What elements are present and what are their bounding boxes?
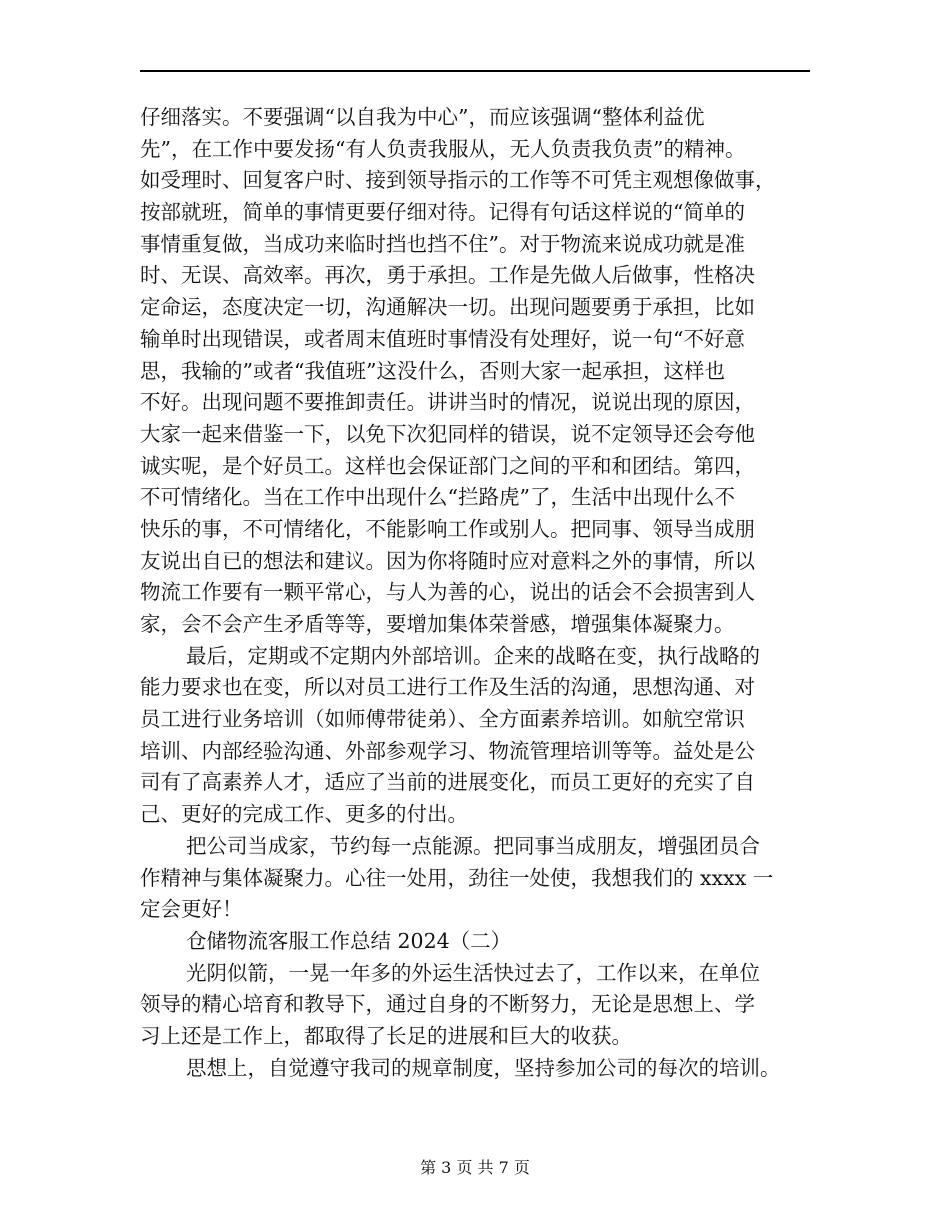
text-line: 不可情绪化。当在工作中出现什么“拦路虎”了，生活中出现什么不	[140, 485, 735, 510]
body-text	[140, 102, 812, 1084]
text-line: 不好。出现问题不要推卸责任。讲讲当时的情况，说说出现的原因，	[140, 390, 755, 415]
text-line: 员工进行业务培训（如师傅带徒弟）、全方面素养培训。如航空常识	[140, 707, 745, 732]
text-line: 家，会不会产生矛盾等等，要增加集体荣誉感，增强集体凝聚力。	[140, 612, 735, 636]
text-line: 定会更好！	[140, 897, 243, 922]
text-line: 司有了高素养人才，适应了当前的进展变化，而员工更好的充实了自	[140, 770, 755, 795]
text-line: 思，我输的”或者“我值班”这没什么，否则大家一起承担，这样也	[140, 358, 725, 383]
text-line: 按部就班，简单的事情更要仔细对待。记得有句话这样说的“简单的	[140, 200, 745, 225]
section-heading: 仓储物流客服工作总结 2024（二）	[186, 928, 512, 953]
text-line: 先”，在工作中要发扬“有人负责我服从，无人负责我负责”的精神。	[140, 136, 746, 161]
paragraph-first-line: 最后，定期或不定期内外部培训。企来的战略在变，执行战略的	[186, 643, 760, 668]
text-line: 友说出自已的想法和建议。因为你将随时应对意料之外的事情，所以	[140, 548, 755, 573]
text-line: 事情重复做，当成功来临时挡也挡不住”。对于物流来说成功就是准	[140, 231, 745, 256]
text-line: 输单时出现错误，或者周末值班时事情没有处理好，说一句“不好意	[140, 326, 745, 351]
text-line: 领导的精心培育和教导下，通过自身的不断努力，无论是思想上、学	[140, 992, 755, 1017]
text-line: 大家一起来借鉴一下，以免下次犯同样的错误，说不定领导还会夸他	[140, 421, 755, 446]
text-line: 快乐的事，不可情绪化，不能影响工作或别人。把同事、领导当成朋	[140, 516, 755, 541]
text-line: 定命运，态度决定一切，沟通解决一切。出现问题要勇于承担，比如	[140, 295, 755, 320]
text-line: 仔细落实。不要强调“以自我为中心”，而应该强调“整体利益优	[140, 105, 705, 129]
text-line: 时、无误、高效率。再次，勇于承担。工作是先做人后做事，性格决	[140, 263, 755, 288]
header-rule	[140, 70, 810, 72]
text-line: 作精神与集体凝聚力。心往一处用，劲往一处使，我想我们的 xxxx 一	[140, 865, 774, 890]
paragraph-first-line: 光阴似箭，一晃一年多的外运生活快过去了，工作以来，在单位	[186, 960, 760, 985]
text-line: 如受理时、回复客户时、接到领导指示的工作等不可凭主观想像做事，	[140, 168, 776, 193]
text-line: 能力要求也在变，所以对员工进行工作及生活的沟通，思想沟通、对	[140, 675, 755, 700]
page-number: 第 3 页 共 7 页	[420, 1158, 530, 1177]
text-line: 物流工作要有一颗平常心，与人为善的心，说出的话会不会损害到人	[140, 580, 755, 605]
text-line: 习上还是工作上，都取得了长足的进展和巨大的收获。	[140, 1023, 632, 1048]
text-line: 培训、内部经验沟通、外部参观学习、物流管理培训等等。益处是公	[140, 738, 755, 763]
paragraph-first-line: 把公司当成家，节约每一点能源。把同事当成朋友，增强团员合	[186, 833, 760, 858]
text-line: 诚实呢，是个好员工。这样也会保证部门之间的平和和团结。第四，	[140, 453, 755, 478]
text-line: 己、更好的完成工作、更多的付出。	[140, 802, 468, 827]
paragraph-first-line: 思想上，自觉遵守我司的规章制度，坚持参加公司的每次的培训。	[186, 1055, 781, 1080]
